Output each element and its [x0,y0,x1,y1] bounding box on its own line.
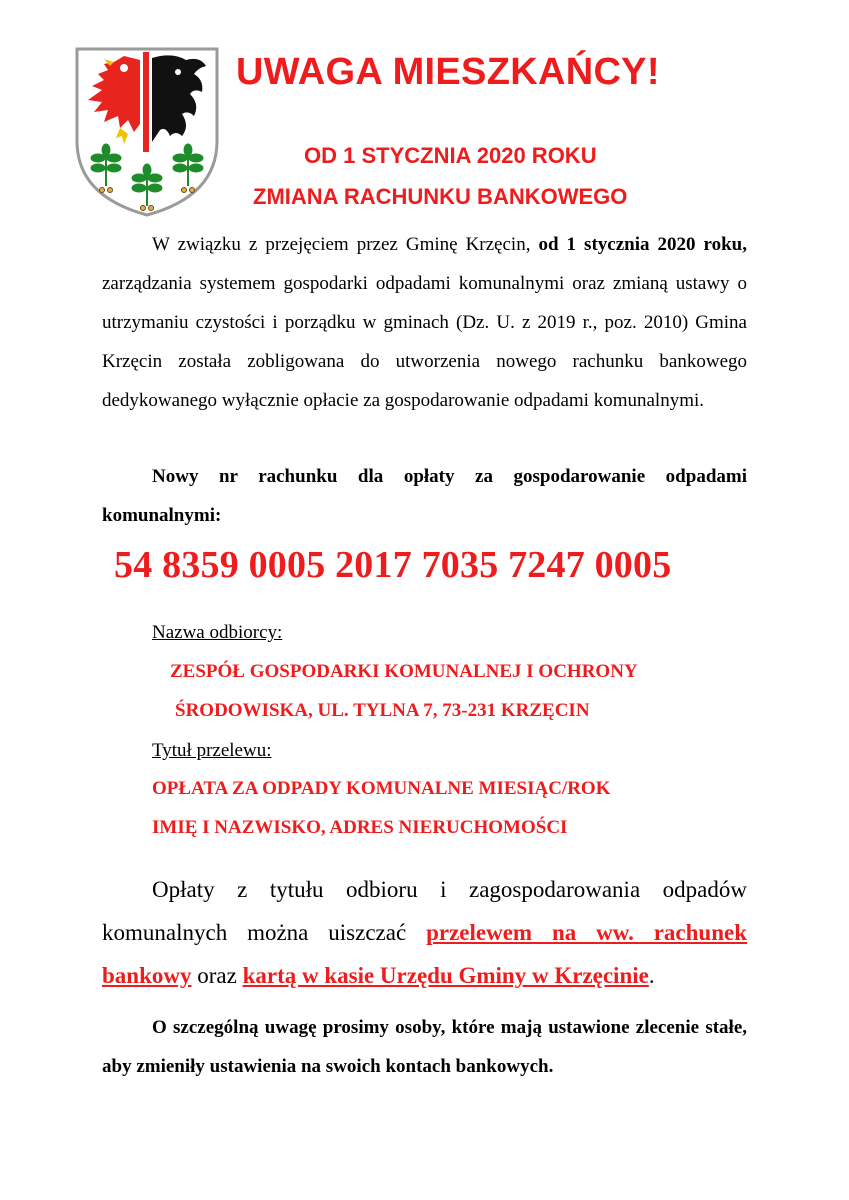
transfer-title-line-1: OPŁATA ZA ODPADY KOMUNALNE MIESIĄC/ROK [152,778,611,799]
payment-text-2: oraz [191,963,243,988]
page-title: UWAGA MIESZKAŃCY! [236,51,660,93]
payment-paragraph [102,868,747,997]
intro-date-bold: od 1 stycznia 2020 roku, [538,234,747,255]
intro-paragraph [102,225,747,420]
transfer-title-line-2: IMIĘ I NAZWISKO, ADRES NIERUCHOMOŚCI [152,817,568,838]
bank-transfer-link[interactable]: przelewem na ww. rachunek bankowy [102,920,748,988]
subtitle-change: ZMIANA RACHUNKU BANKOWEGO [253,184,628,209]
account-number: 54 8359 0005 2017 7035 7247 0005 [114,544,672,586]
subtitle-date: OD 1 STYCZNIA 2020 ROKU [304,143,597,168]
card-payment-link[interactable]: kartą w kasie Urzędu Gminy w Krzęcinie [242,963,649,988]
coat-of-arms-icon [74,46,220,218]
recipient-line-2: ŚRODOWISKA, UL. TYLNA 7, 73-231 KRZĘCIN [175,700,590,721]
standing-order-notice: O szczególną uwagę prosimy osoby, które mają ustawione zlecenie stałe, aby zmieniły ustawienia na swoich kontach bankowych. [102,1017,747,1077]
account-heading: Nowy nr rachunku dla opłaty za gospodarowanie odpadami komunalnymi: [102,466,747,526]
payment-text-1: Opłaty z tytułu odbioru i zagospodarowania odpadów komunalnych można uiszczać [102,877,747,945]
intro-text-2: zarządzania systemem gospodarki odpadami komunalnymi oraz zmianą ustawy o utrzymaniu czystości i porządku w gminach (Dz. U. z 2019 r., poz. 2010) Gmina Krzęcin została zobligowana do utworzenia nowego rachunku bankowego dedykowanego wyłącznie opłacie za gospodarowanie odpadami komunalnymi. [102,273,747,411]
intro-text-1: W związku z przejęciem przez Gminę Krzęcin, [152,234,539,255]
payment-text-3: . [648,963,655,988]
recipient-line-1: ZESPÓŁ GOSPODARKI KOMUNALNEJ I OCHRONY [170,661,638,682]
transfer-title-label: Tytuł przelewu: [152,740,272,761]
recipient-label: Nazwa odbiorcy: [152,622,283,643]
